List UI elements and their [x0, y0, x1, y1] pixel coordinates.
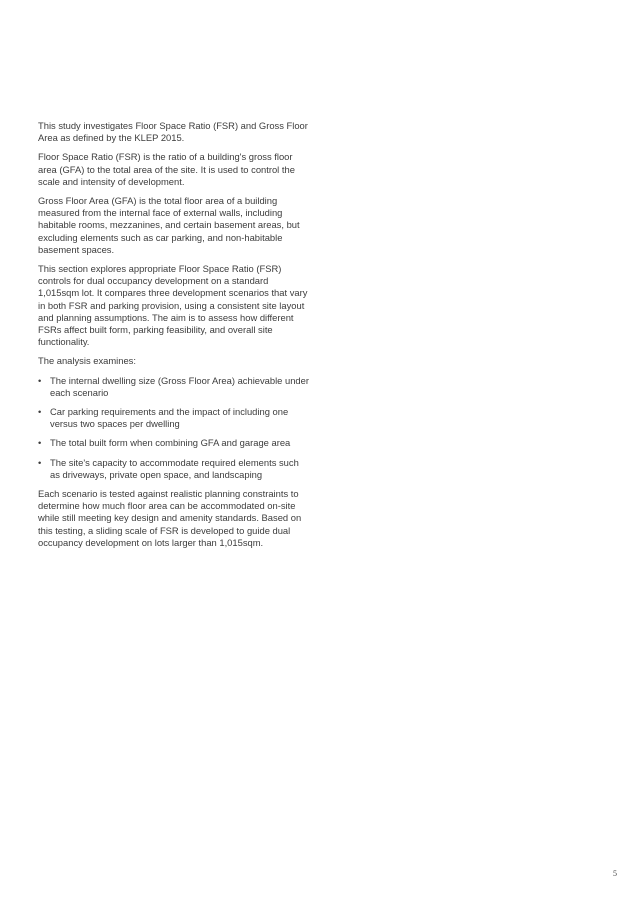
list-item-text: The site's capacity to accommodate required elements such as driveways, private open space, and landscaping — [50, 456, 299, 480]
bullet-icon: • — [38, 456, 42, 468]
bullet-icon: • — [38, 437, 42, 449]
analysis-list — [38, 375, 310, 481]
body-text — [38, 120, 310, 556]
bullet-icon: • — [38, 406, 42, 418]
list-item — [38, 375, 310, 399]
conclusion-paragraph: Each scenario is tested against realistic planning constraints to determine how much floor area can be accommodated on-site while still meeting key design and amenity standards. Based on this testing, a sliding scale of FSR is developed to guide dual occupancy development on lots larger than 1,015sqm. — [38, 488, 302, 548]
fsr-definition-paragraph: Floor Space Ratio (FSR) is the ratio of a building's gross floor area (GFA) to the total area of the site. It is used to control the scale and intensity of development. — [38, 151, 295, 187]
list-item — [38, 457, 310, 481]
gfa-definition-paragraph: Gross Floor Area (GFA) is the total floor area of a building measured from the internal face of external walls, including habitable rooms, mezzanines, and certain basement areas, but excluding elements such as car parking, and non-habitable basement spaces. — [38, 195, 300, 255]
bullet-icon: • — [38, 374, 42, 386]
list-item — [38, 437, 310, 449]
section-overview-paragraph: This section explores appropriate Floor Space Ratio (FSR) controls for dual occupancy development on a standard 1,015sqm lot. It compares three development scenarios that vary in both FSR and parking provision, using a consistent site layout and planning assumptions. The aim is to assess how different FSRs affect built form, parking feasibility, and overall site functionality. — [38, 263, 308, 348]
list-item-text: The internal dwelling size (Gross Floor Area) achievable under each scenario — [50, 374, 309, 398]
list-item — [38, 406, 310, 430]
list-item-text: The total built form when combining GFA and garage area — [50, 437, 291, 449]
intro-paragraph: This study investigates Floor Space Ratio (FSR) and Gross Floor Area as defined by the KLEP 2015. — [38, 120, 308, 144]
list-item-text: Car parking requirements and the impact of including one versus two spaces per dwelling — [50, 406, 289, 430]
page-number: 5 — [613, 869, 617, 878]
analysis-lead-paragraph: The analysis examines: — [38, 355, 136, 367]
